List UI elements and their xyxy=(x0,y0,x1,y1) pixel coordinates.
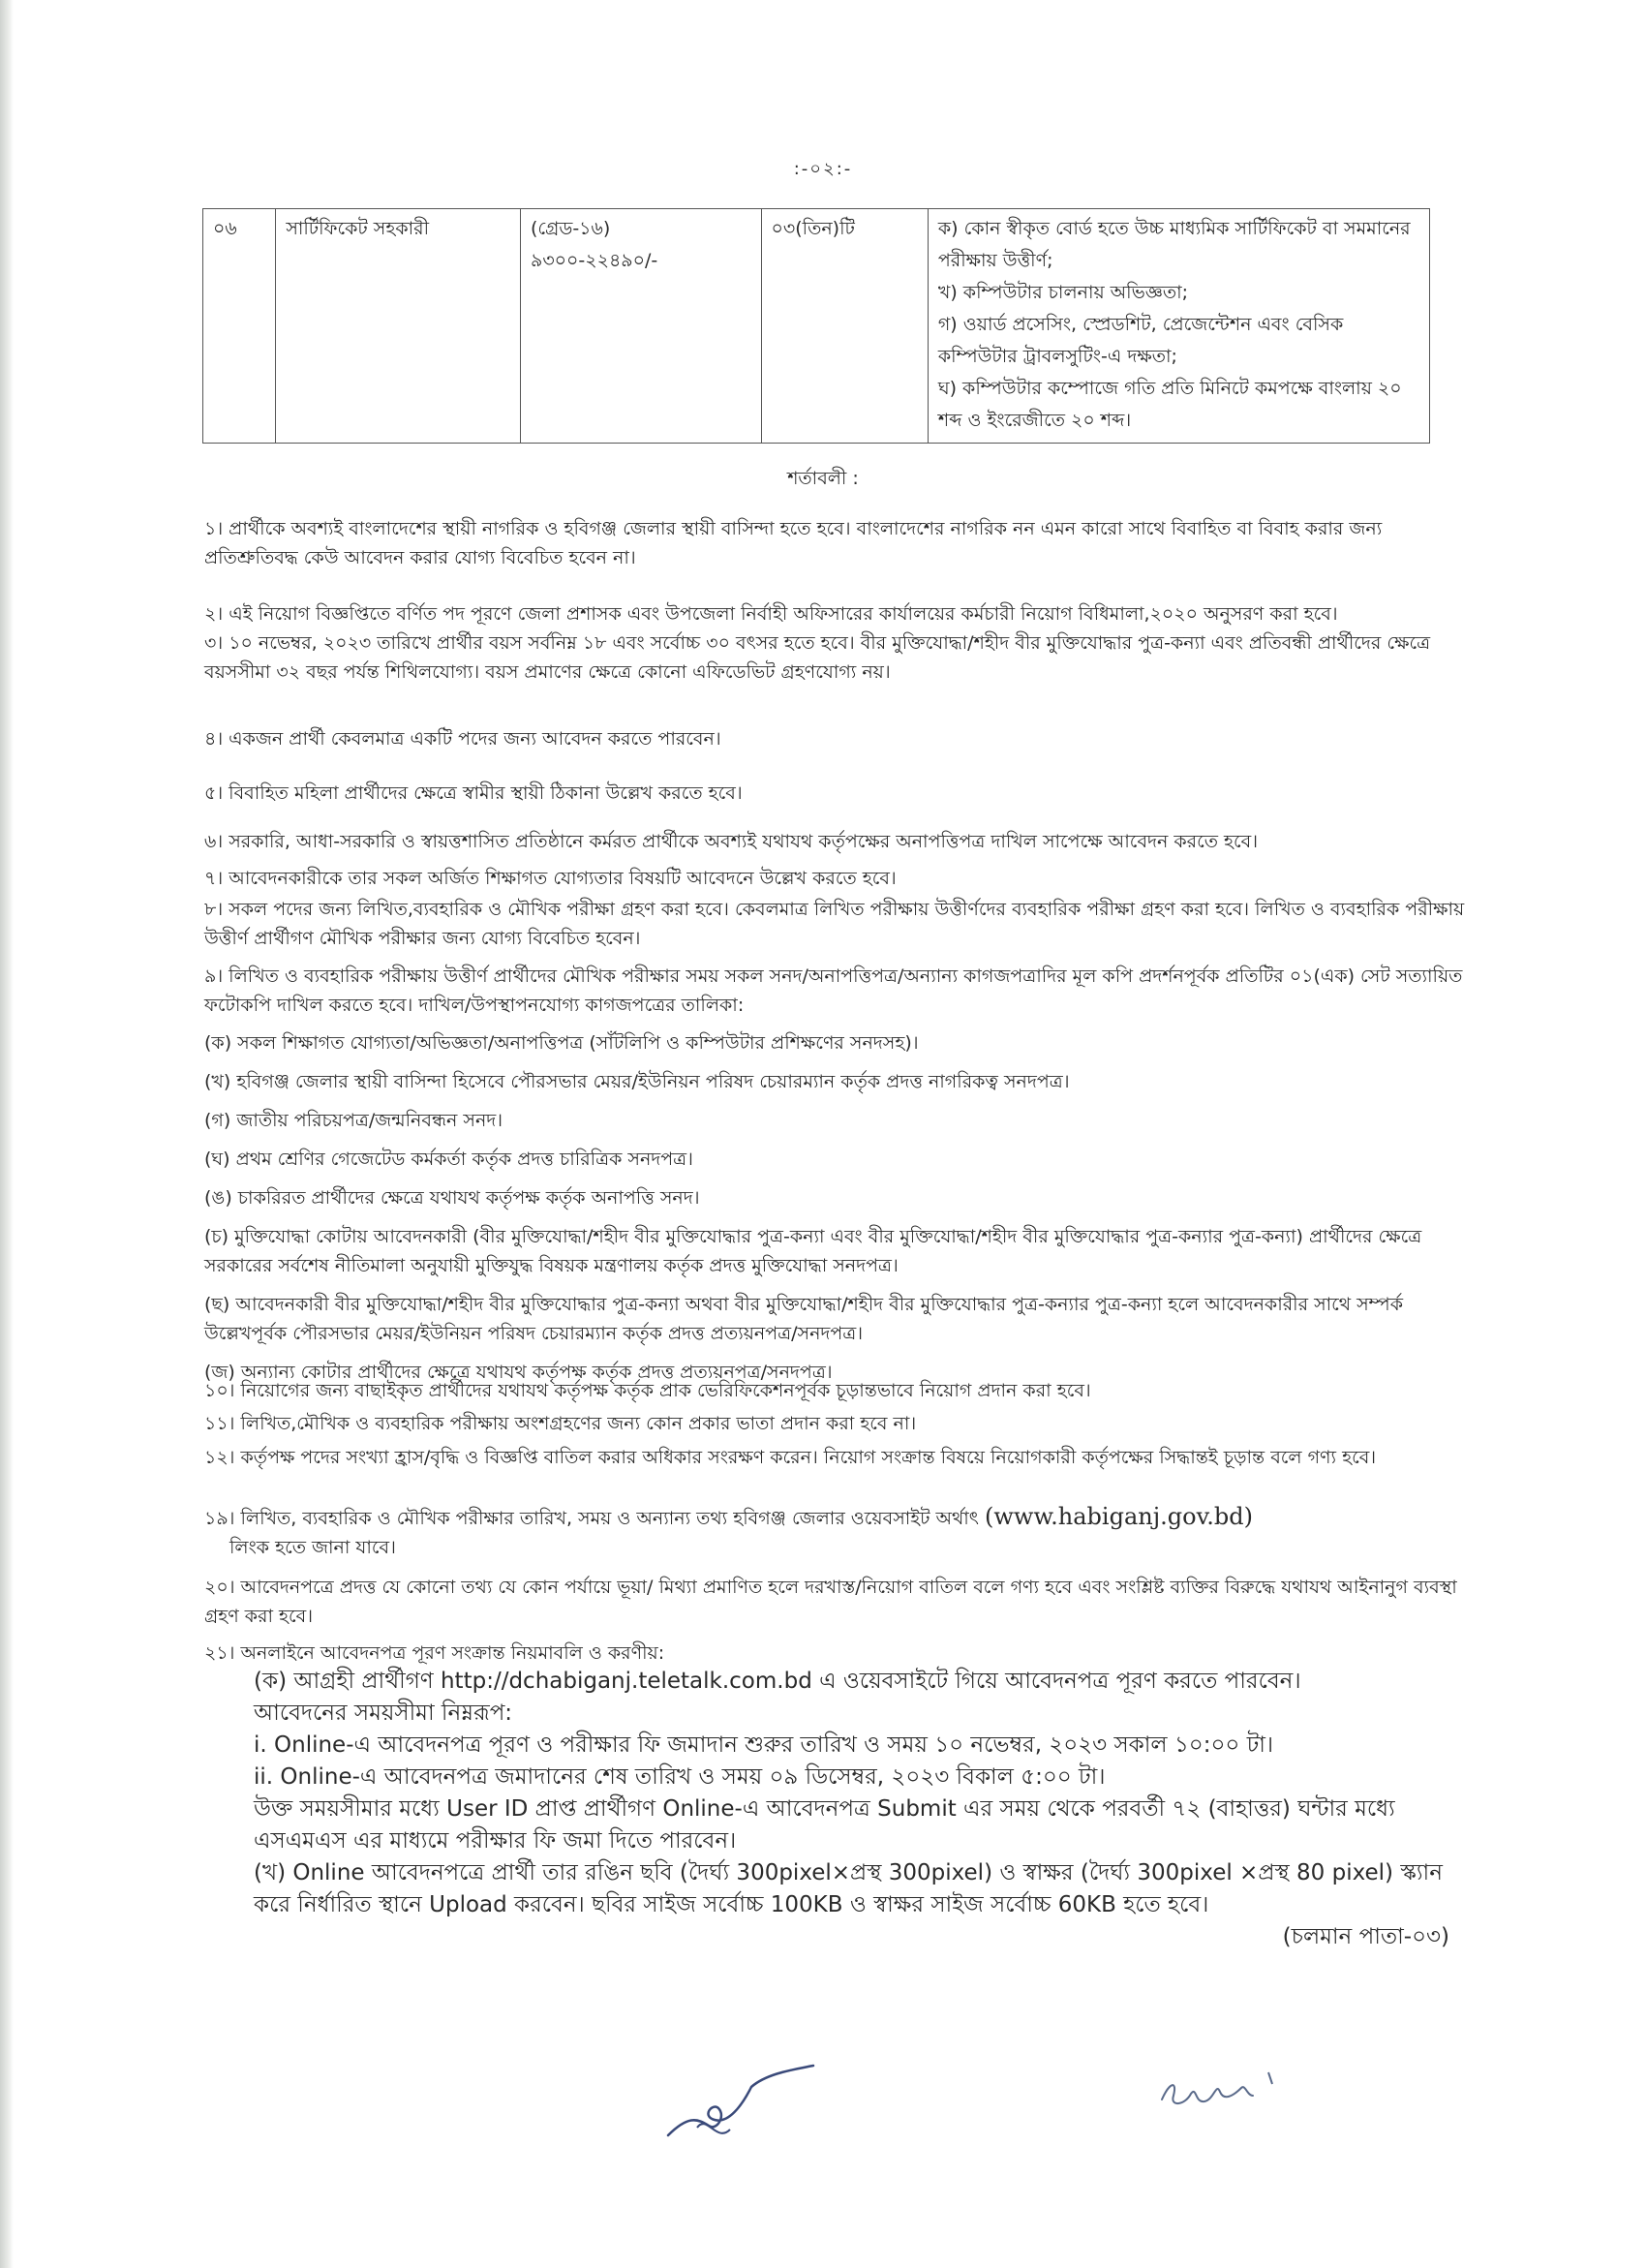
post-table xyxy=(202,208,1430,444)
condition-19 xyxy=(204,1502,1473,1562)
continued-note: (চলমান পাতা-০৩) xyxy=(1282,1924,1449,1949)
condition-10: ১০। নিয়োগের জন্য বাছাইকৃত প্রার্থীদের যথাযথ কর্তৃপক্ষ কর্তৃক প্রাক ভেরিফিকেশনপূর্বক চূড়ান্তভাবে নিয়োগ প্রদান করা হবে। xyxy=(204,1380,1091,1401)
signature-left-icon xyxy=(658,2058,823,2145)
requirement-item: ক) কোন স্বীকৃত বোর্ড হতে উচ্চ মাধ্যমিক সার্টিফিকেট বা সমমানের পরীক্ষায় উত্তীর্ণ; xyxy=(937,218,1411,271)
page-number: :-০২:- xyxy=(793,159,853,179)
post-name: সার্টিফিকেট সহকারী xyxy=(276,209,521,444)
table-row xyxy=(203,209,1430,444)
post-vacancies: ০৩(তিন)টি xyxy=(761,209,928,444)
condition-1: ১। প্রার্থীকে অবশ্যই বাংলাদেশের স্থায়ী নাগরিক ও হবিগঞ্জ জেলার স্থায়ী বাসিন্দা হতে হবে। বাংলাদেশের নাগরিক নন এমন কারো সাথে বিবাহিত বা বিবাহ করার জন্য প্রতিশ্রুতিবদ্ধ কেউ আবেদন করার যোগ্য বিবেচিত হবেন না। xyxy=(204,518,1383,568)
online-sms-note: উক্ত সময়সীমার মধ্যে User ID প্রাপ্ত প্রার্থীগণ Online-এ আবেদনপত্র Submit এর সময় থেকে পরবর্তী ৭২ (বাহাত্তর) ঘন্টার মধ্যে এসএমএস এর মাধ্যমে পরীক্ষার ফি জমা দিতে পারবেন। xyxy=(254,1796,1395,1854)
district-website-link[interactable]: (www.habiganj.gov.bd) xyxy=(985,1503,1254,1530)
condition-21: ২১। অনলাইনে আবেদনপত্র পূরণ সংক্রান্ত নিয়মাবলি ও করণীয়: xyxy=(204,1642,665,1664)
scan-page-edge xyxy=(0,0,14,2268)
list-item: (খ) হবিগঞ্জ জেলার স্থায়ী বাসিন্দা হিসেবে পৌরসভার মেয়র/ইউনিয়ন পরিষদ চেয়ারম্যান কর্তৃক প্রদত্ত নাগরিকত্ব সনদপত্র। xyxy=(204,1071,1070,1092)
condition-20: ২০। আবেদনপত্রে প্রদত্ত যে কোনো তথ্য যে কোন পর্যায়ে ভূয়া/ মিথ্যা প্রমাণিত হলে দরখাস্ত/নিয়োগ বাতিল বলে গণ্য হবে এবং সংশ্লিষ্ট ব্যক্তির বিরুদ্ধে যথাযথ আইনানুগ ব্যবস্থা গ্রহণ করা হবে। xyxy=(204,1577,1457,1627)
list-item: (ঘ) প্রথম শ্রেণির গেজেটেড কর্মকর্তা কর্তৃক প্রদত্ত চারিত্রিক সনদপত্র। xyxy=(204,1149,693,1170)
requirement-item: গ) ওয়ার্ড প্রসেসিং, স্প্রেডশিট, প্রেজেন্টেশন এবং বেসিক কম্পিউটার ট্রাবলসুটিং-এ দক্ষতা; xyxy=(937,314,1344,367)
list-item: (গ) জাতীয় পরিচয়পত্র/জন্মনিবন্ধন সনদ। xyxy=(204,1110,503,1131)
condition-7: ৭। আবেদনকারীকে তার সকল অর্জিত শিক্ষাগত যোগ্যতার বিষয়টি আবেদনে উল্লেখ করতে হবে। xyxy=(204,868,897,889)
condition-19-text: ১৯। লিখিত, ব্যবহারিক ও মৌখিক পরীক্ষার তারিখ, সময় ও অন্যান্য তথ্য হবিগঞ্জ জেলার ওয়েবসাইট অর্থাৎ xyxy=(204,1508,979,1529)
condition-19-cont: লিংক হতে জানা যাবে। xyxy=(229,1537,396,1558)
condition-11: ১১। লিখিত,মৌখিক ও ব্যবহারিক পরীক্ষায় অংশগ্রহণের জন্য কোন প্রকার ভাতা প্রদান করা হবে না। xyxy=(204,1413,917,1434)
post-grade-cell xyxy=(520,209,761,444)
requirement-item: খ) কম্পিউটার চালনায় অভিজ্ঞতা; xyxy=(937,282,1189,303)
list-item: (ক) সকল শিক্ষাগত যোগ্যতা/অভিজ্ঞতা/অনাপত্তিপত্র (সাঁটলিপি ও কম্পিউটার প্রশিক্ষণের সনদসহ)। xyxy=(204,1032,919,1054)
list-item: (জ) অন্যান্য কোটার প্রার্থীদের ক্ষেত্রে যথাযথ কর্তৃপক্ষ কর্তৃক প্রদত্ত প্রত্যয়নপত্র/সনদপত্র। xyxy=(204,1362,833,1383)
condition-5: ৫। বিবাহিত মহিলা প্রার্থীদের ক্ষেত্রে স্বামীর স্থায়ী ঠিকানা উল্লেখ করতে হবে। xyxy=(204,782,743,804)
online-item-i: i. Online-এ আবেদনপত্র পূরণ ও পরীক্ষার ফি জমাদান শুরুর তারিখ ও সময় ১০ নভেম্বর, ২০২৩ সকাল ১০:০০ টা। xyxy=(254,1732,1274,1758)
list-item: (চ) মুক্তিযোদ্ধা কোটায় আবেদনকারী (বীর মুক্তিযোদ্ধা/শহীদ বীর মুক্তিযোদ্ধার পুত্র-কন্যা এবং বীর মুক্তিযোদ্ধা/শহীদ বীর মুক্তিযোদ্ধার পুত্র-কন্যার পুত্র-কন্যা) প্রার্থীদের ক্ষেত্রে সরকারের সর্বশেষ নীতিমালা অনুযায়ী মুক্তিযুদ্ধ বিষয়ক মন্ত্রণালয় কর্তৃক প্রদত্ত মুক্তিযোদ্ধা সনদপত্র। xyxy=(204,1226,1422,1276)
online-instructions xyxy=(254,1666,1478,1953)
post-requirements xyxy=(928,209,1429,444)
condition-4: ৪। একজন প্রার্থী কেবলমাত্র একটি পদের জন্য আবেদন করতে পারবেন। xyxy=(204,728,721,750)
online-period-title: আবেদনের সময়সীমা নিম্নরূপ: xyxy=(254,1701,513,1726)
document-list xyxy=(204,1028,1473,1387)
post-grade: (গ্রেড-১৬) xyxy=(530,218,611,239)
online-item-ii: ii. Online-এ আবেদনপত্র জমাদানের শেষ তারিখ ও সময় ০৯ ডিসেম্বর, ২০২৩ বিকাল ৫:০০ টা। xyxy=(254,1764,1106,1790)
condition-2: ২। এই নিয়োগ বিজ্ঞপ্তিতে বর্ণিত পদ পূরণে জেলা প্রশাসক এবং উপজেলা নির্বাহী অফিসারের কার্যালয়ের কর্মচারী নিয়োগ বিধিমালা,২০২০ অনুসরণ করা হবে। xyxy=(204,603,1338,625)
list-item: (ঙ) চাকরিরত প্রার্থীদের ক্ষেত্রে যথাযথ কর্তৃপক্ষ কর্তৃক অনাপত্তি সনদ। xyxy=(204,1187,700,1209)
condition-9: ৯। লিখিত ও ব্যবহারিক পরীক্ষায় উত্তীর্ণ প্রার্থীদের মৌখিক পরীক্ষার সময় সকল সনদ/অনাপত্তিপত্র/অন্যান্য কাগজপত্রাদির মূল কপি প্রদর্শনপূর্বক প্রতিটির ০১(এক) সেট সত্যায়িত ফটোকপি দাখিল করতে হবে। দাখিল/উপস্থাপনযোগ্য কাগজপত্রের তালিকা: xyxy=(204,965,1463,1016)
condition-6: ৬। সরকারি, আধা-সরকারি ও স্বায়ত্তশাসিত প্রতিষ্ঠানে কর্মরত প্রার্থীকে অবশ্যই যথাযথ কর্তৃপক্ষের অনাপত্তিপত্র দাখিল সাপেক্ষে আবেদন করতে হবে। xyxy=(204,831,1259,852)
list-item: (ছ) আবেদনকারী বীর মুক্তিযোদ্ধা/শহীদ বীর মুক্তিযোদ্ধার পুত্র-কন্যা অথবা বীর মুক্তিযোদ্ধা/শহীদ বীর মুক্তিযোদ্ধার পুত্র-কন্যার পুত্র-কন্যা হলে আবেদনকারীর সাথে সম্পর্ক উল্লেখপূর্বক পৌরসভার মেয়র/ইউনিয়ন পরিষদ চেয়ারম্যান কর্তৃক প্রদত্ত প্রত্যয়নপত্র/সনদপত্র। xyxy=(204,1294,1403,1344)
online-item-kh: (খ) Online আবেদনপত্রে প্রার্থী তার রঙিন ছবি (দৈর্ঘ্য 300pixel×প্রস্থ 300pixel) ও স্বাক্ষর (দৈর্ঘ্য 300pixel ×প্রস্থ 80 pixel) স্ক্যান করে নির্ধারিত স্থানে Upload করবেন। ছবির সাইজ সর্বোচ্চ 100KB ও স্বাক্ষর সাইজ সর্বোচ্চ 60KB হতে হবে। xyxy=(254,1860,1443,1917)
condition-8: ৮। সকল পদের জন্য লিখিত,ব্যবহারিক ও মৌখিক পরীক্ষা গ্রহণ করা হবে। কেবলমাত্র লিখিত পরীক্ষায় উত্তীর্ণদের ব্যবহারিক পরীক্ষা গ্রহণ করা হবে। লিখিত ও ব্যবহারিক পরীক্ষায় উত্তীর্ণ প্রার্থীগণ মৌখিক পরীক্ষার জন্য যোগ্য বিবেচিত হবেন। xyxy=(204,899,1465,949)
online-item-k: (ক) আগ্রহী প্রার্থীগণ http://dchabiganj.teletalk.com.bd এ ওয়েবসাইটে গিয়ে আবেদনপত্র পূরণ করতে পারবেন। xyxy=(254,1669,1301,1694)
condition-3: ৩। ১০ নভেম্বর, ২০২৩ তারিখে প্রার্থীর বয়স সর্বনিম্ন ১৮ এবং সর্বোচ্চ ৩০ বৎসর হতে হবে। বীর মুক্তিযোদ্ধা/শহীদ বীর মুক্তিযোদ্ধার পুত্র-কন্যা এবং প্রতিবন্ধী প্রার্থীদের ক্ষেত্রে বয়সসীমা ৩২ বছর পর্যন্ত শিথিলযোগ্য। বয়স প্রমাণের ক্ষেত্রে কোনো এফিডেভিট গ্রহণযোগ্য নয়। xyxy=(204,632,1431,683)
signature-right-icon xyxy=(1152,2063,1288,2121)
conditions-title: শর্তাবলী : xyxy=(787,468,859,489)
post-serial: ০৬ xyxy=(203,209,276,444)
post-pay-scale: ৯৩০০-২২৪৯০/- xyxy=(530,250,658,271)
requirement-item: ঘ) কম্পিউটার কম্পোজে গতি প্রতি মিনিটে কমপক্ষে বাংলায় ২০ শব্দ ও ইংরেজীতে ২০ শব্দ। xyxy=(937,378,1402,431)
condition-12: ১২। কর্তৃপক্ষ পদের সংখ্যা হ্রাস/বৃদ্ধি ও বিজ্ঞপ্তি বাতিল করার অধিকার সংরক্ষণ করেন। নিয়োগ সংক্রান্ত বিষয়ে নিয়োগকারী কর্তৃপক্ষের সিদ্ধান্তই চূড়ান্ত বলে গণ্য হবে। xyxy=(204,1447,1377,1468)
